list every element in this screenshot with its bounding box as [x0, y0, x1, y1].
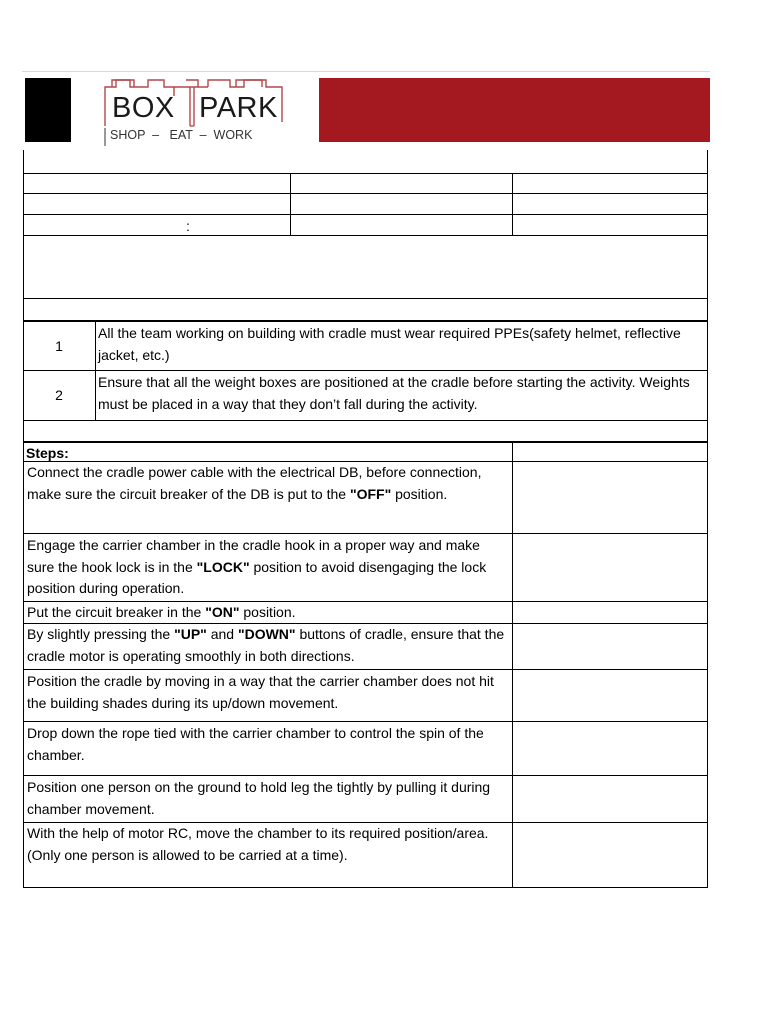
requirement-text: All the team working on building with cradle must wear required PPEs(safety helmet, reflective jacket, etc.) — [98, 325, 681, 363]
row-line — [23, 235, 708, 236]
requirement-number: 2 — [55, 387, 63, 403]
row-line — [23, 420, 708, 421]
steps-heading: Steps: — [26, 445, 69, 461]
row-line — [23, 173, 708, 174]
step-text: Position the cradle by moving in a way that the carrier chamber does not hit the building shades during its up/down movement. — [27, 673, 494, 711]
row-line — [23, 775, 708, 776]
step-text: Connect the cradle power cable with the electrical DB, before connection, make sure the circuit breaker of the DB is put to the "OFF" position. — [27, 464, 482, 502]
step-text: Put the circuit breaker in the "ON" position. — [27, 604, 296, 620]
step-text: With the help of motor RC, move the chamber to its required position/area. (Only one person is allowed to be carried at a time). — [27, 825, 489, 863]
form-bottom-border — [23, 887, 708, 888]
col-line — [290, 173, 291, 235]
logo-word-box: BOX — [112, 92, 175, 124]
col-line — [512, 173, 513, 235]
form-right-border — [707, 150, 708, 888]
step-text: Position one person on the ground to hold leg the tightly by pulling it during chamber movement. — [27, 779, 491, 817]
requirement-text: Ensure that all the weight boxes are positioned at the cradle before starting the activity. Weights must be placed in a way that they don’t fall during the activity. — [98, 374, 690, 412]
row-line — [23, 193, 708, 194]
row-line — [23, 298, 708, 299]
logo-word-park: PARK — [199, 92, 278, 124]
black-header-block — [25, 78, 71, 142]
row-line — [23, 533, 708, 534]
field-colon: : — [186, 218, 190, 234]
row-line — [23, 214, 708, 215]
requirement-number: 1 — [55, 338, 63, 354]
page-top-rule — [22, 71, 710, 72]
step-text: Drop down the rope tied with the carrier chamber to control the spin of the chamber. — [27, 725, 484, 763]
red-title-banner — [319, 78, 710, 142]
row-line — [23, 721, 708, 722]
row-line — [23, 441, 708, 443]
form-left-border — [23, 150, 24, 888]
row-line — [23, 669, 708, 670]
logo-tagline: SHOP – EAT – WORK — [110, 128, 253, 142]
step-text: Engage the carrier chamber in the cradle hook in a proper way and make sure the hook lock is in the "LOCK" position to avoid disengaging the lock position during operation. — [27, 537, 487, 596]
boxpark-logo — [104, 76, 286, 148]
step-text: By slightly pressing the "UP" and "DOWN" buttons of cradle, ensure that the cradle motor is operating smoothly in both directions. — [27, 626, 505, 664]
